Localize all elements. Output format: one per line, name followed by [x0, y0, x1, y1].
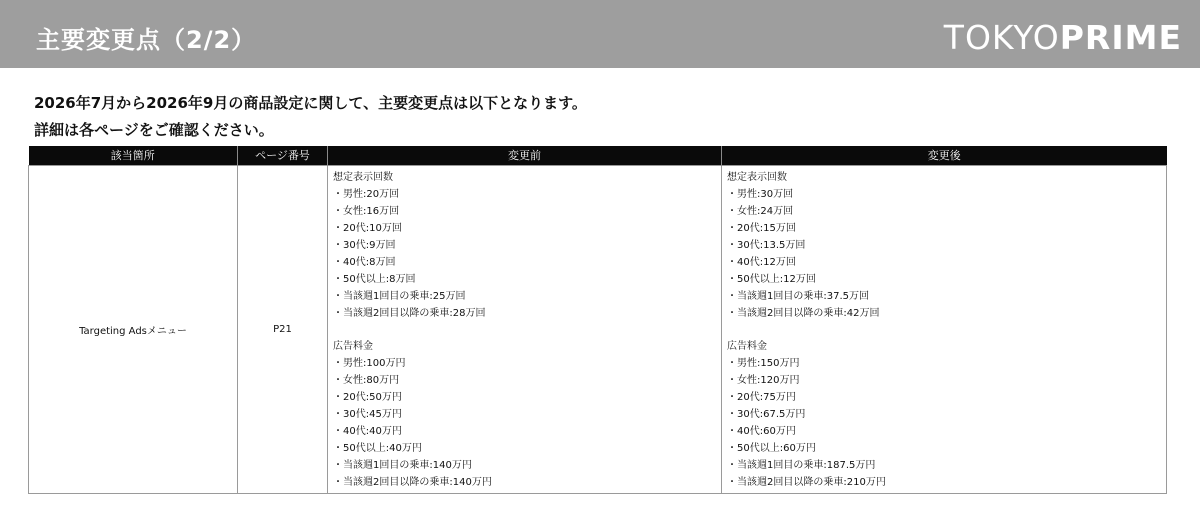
- list-item: ・女性:24万回: [727, 206, 794, 217]
- list-item: ・40代:40万円: [333, 426, 402, 437]
- table-header-row: [29, 146, 1167, 166]
- list-item: ・当該週1回目の乗車:140万円: [333, 460, 472, 471]
- logo-text-light: TOKYO: [943, 18, 1060, 57]
- list-item: ・20代:10万回: [333, 223, 402, 234]
- changes-table: [28, 146, 1167, 494]
- list-item: ・40代:8万回: [333, 257, 396, 268]
- header-before: 変更前: [328, 146, 722, 166]
- list-item: ・20代:15万回: [727, 223, 796, 234]
- list-item: ・50代以上:12万回: [727, 274, 816, 285]
- cell-page: P21: [238, 166, 328, 494]
- intro-line-1: 2026年7月から2026年9月の商品設定に関して、主要変更点は以下となります。: [34, 94, 587, 112]
- header-bar: [0, 0, 1200, 68]
- header-after: 変更後: [722, 146, 1167, 166]
- table-row: [29, 166, 1167, 494]
- list-item: ・30代:9万回: [333, 240, 396, 251]
- list-item: ・50代以上:8万回: [333, 274, 416, 285]
- list-item: ・男性:150万円: [727, 358, 800, 369]
- after-price-title: 広告料金: [727, 341, 767, 352]
- list-item: ・50代以上:40万円: [333, 443, 422, 454]
- cell-location: Targeting Adsメニュー: [29, 166, 238, 494]
- brand-logo: [944, 20, 1182, 56]
- list-item: ・男性:20万回: [333, 189, 400, 200]
- list-item: ・当該週2回目以降の乗車:42万回: [727, 308, 880, 319]
- intro-text: [34, 90, 1164, 144]
- list-item: ・当該週2回目以降の乗車:28万回: [333, 308, 486, 319]
- header-location: 該当箇所: [29, 146, 238, 166]
- before-impressions-title: 想定表示回数: [333, 172, 393, 183]
- logo-text-bold: PRIME: [1059, 18, 1182, 57]
- list-item: ・当該週2回目以降の乗車:210万円: [727, 477, 886, 488]
- list-item: ・40代:60万円: [727, 426, 796, 437]
- list-item: ・20代:75万円: [727, 392, 796, 403]
- list-item: ・当該週2回目以降の乗車:140万円: [333, 477, 492, 488]
- after-impressions-list: [727, 186, 1166, 322]
- list-item: ・女性:16万回: [333, 206, 400, 217]
- list-item: ・当該週1回目の乗車:37.5万回: [727, 291, 869, 302]
- intro-line-2: 詳細は各ページをご確認ください。: [34, 121, 274, 139]
- list-item: ・30代:45万円: [333, 409, 402, 420]
- spacer: [333, 322, 721, 338]
- list-item: ・30代:13.5万回: [727, 240, 806, 251]
- list-item: ・20代:50万円: [333, 392, 402, 403]
- spacer: [727, 322, 1166, 338]
- list-item: ・50代以上:60万円: [727, 443, 816, 454]
- before-price-title: 広告料金: [333, 341, 373, 352]
- list-item: ・当該週1回目の乗車:25万回: [333, 291, 466, 302]
- list-item: ・男性:100万円: [333, 358, 406, 369]
- page-title: 主要変更点（2/2）: [36, 26, 257, 54]
- cell-before: [328, 166, 722, 494]
- header-page: ページ番号: [238, 146, 328, 166]
- list-item: ・女性:120万円: [727, 375, 800, 386]
- list-item: ・女性:80万円: [333, 375, 400, 386]
- list-item: ・当該週1回目の乗車:187.5万円: [727, 460, 876, 471]
- after-impressions-title: 想定表示回数: [727, 172, 787, 183]
- before-impressions-list: [333, 186, 721, 322]
- list-item: ・30代:67.5万円: [727, 409, 806, 420]
- cell-after: [722, 166, 1167, 494]
- list-item: ・40代:12万回: [727, 257, 796, 268]
- list-item: ・男性:30万回: [727, 189, 794, 200]
- before-prices-list: [333, 355, 721, 491]
- after-prices-list: [727, 355, 1166, 491]
